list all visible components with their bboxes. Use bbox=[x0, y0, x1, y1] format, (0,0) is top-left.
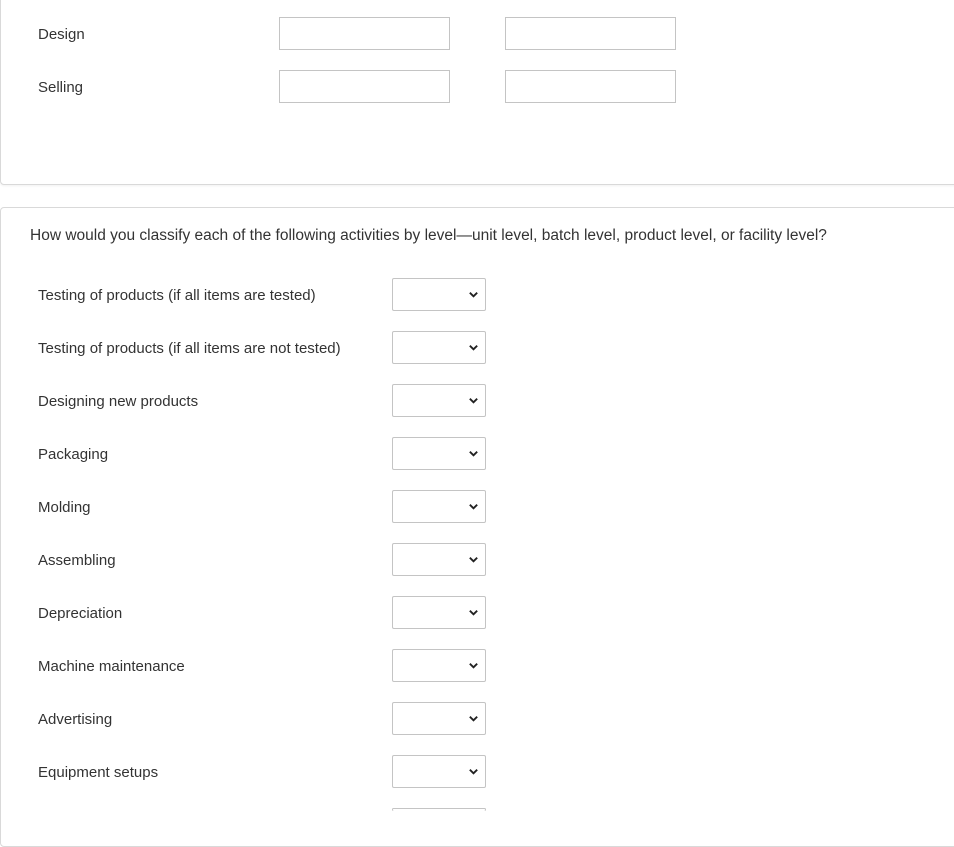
row-label-selling: Selling bbox=[38, 79, 84, 96]
activity-label: Machine maintenance bbox=[38, 658, 185, 675]
activity-level-select[interactable] bbox=[392, 755, 486, 788]
row-label-design: Design bbox=[38, 26, 85, 43]
activity-label: Molding bbox=[38, 499, 91, 516]
activity-level-select[interactable] bbox=[392, 331, 486, 364]
chevron-down-icon bbox=[468, 554, 479, 565]
activity-label: Testing of products (if all items are tested) bbox=[38, 287, 316, 304]
activity-level-select[interactable] bbox=[392, 596, 486, 629]
activity-label: Advertising bbox=[38, 711, 113, 728]
activity-level-select[interactable] bbox=[392, 543, 486, 576]
activity-label: Depreciation bbox=[38, 605, 123, 622]
activity-level-select[interactable] bbox=[392, 384, 486, 417]
chevron-down-icon bbox=[468, 766, 479, 777]
chevron-down-icon bbox=[468, 289, 479, 300]
activity-label: Packaging bbox=[38, 446, 109, 463]
chevron-down-icon bbox=[468, 607, 479, 618]
activity-label: Assembling bbox=[38, 552, 116, 569]
chevron-down-icon bbox=[468, 448, 479, 459]
chevron-down-icon bbox=[468, 660, 479, 671]
activity-label: Testing of products (if all items are not tested) bbox=[38, 340, 341, 357]
activity-level-select[interactable] bbox=[392, 278, 486, 311]
classification-question: How would you classify each of the following activities by level—unit level, batch level, product level, or facility level? bbox=[30, 227, 827, 244]
activity-level-select[interactable] bbox=[392, 490, 486, 523]
activity-level-select[interactable] bbox=[392, 437, 486, 470]
activity-label: Equipment setups bbox=[38, 764, 159, 781]
activity-level-select[interactable] bbox=[392, 702, 486, 735]
design-input-2[interactable] bbox=[505, 17, 676, 50]
design-input-1[interactable] bbox=[279, 17, 450, 50]
chevron-down-icon bbox=[468, 713, 479, 724]
chevron-down-icon bbox=[468, 501, 479, 512]
chevron-down-icon bbox=[468, 395, 479, 406]
activity-level-select[interactable] bbox=[392, 649, 486, 682]
chevron-down-icon bbox=[468, 342, 479, 353]
cost-entry-card bbox=[0, 0, 954, 185]
activity-label: Designing new products bbox=[38, 393, 199, 410]
selling-input-1[interactable] bbox=[279, 70, 450, 103]
selling-input-2[interactable] bbox=[505, 70, 676, 103]
